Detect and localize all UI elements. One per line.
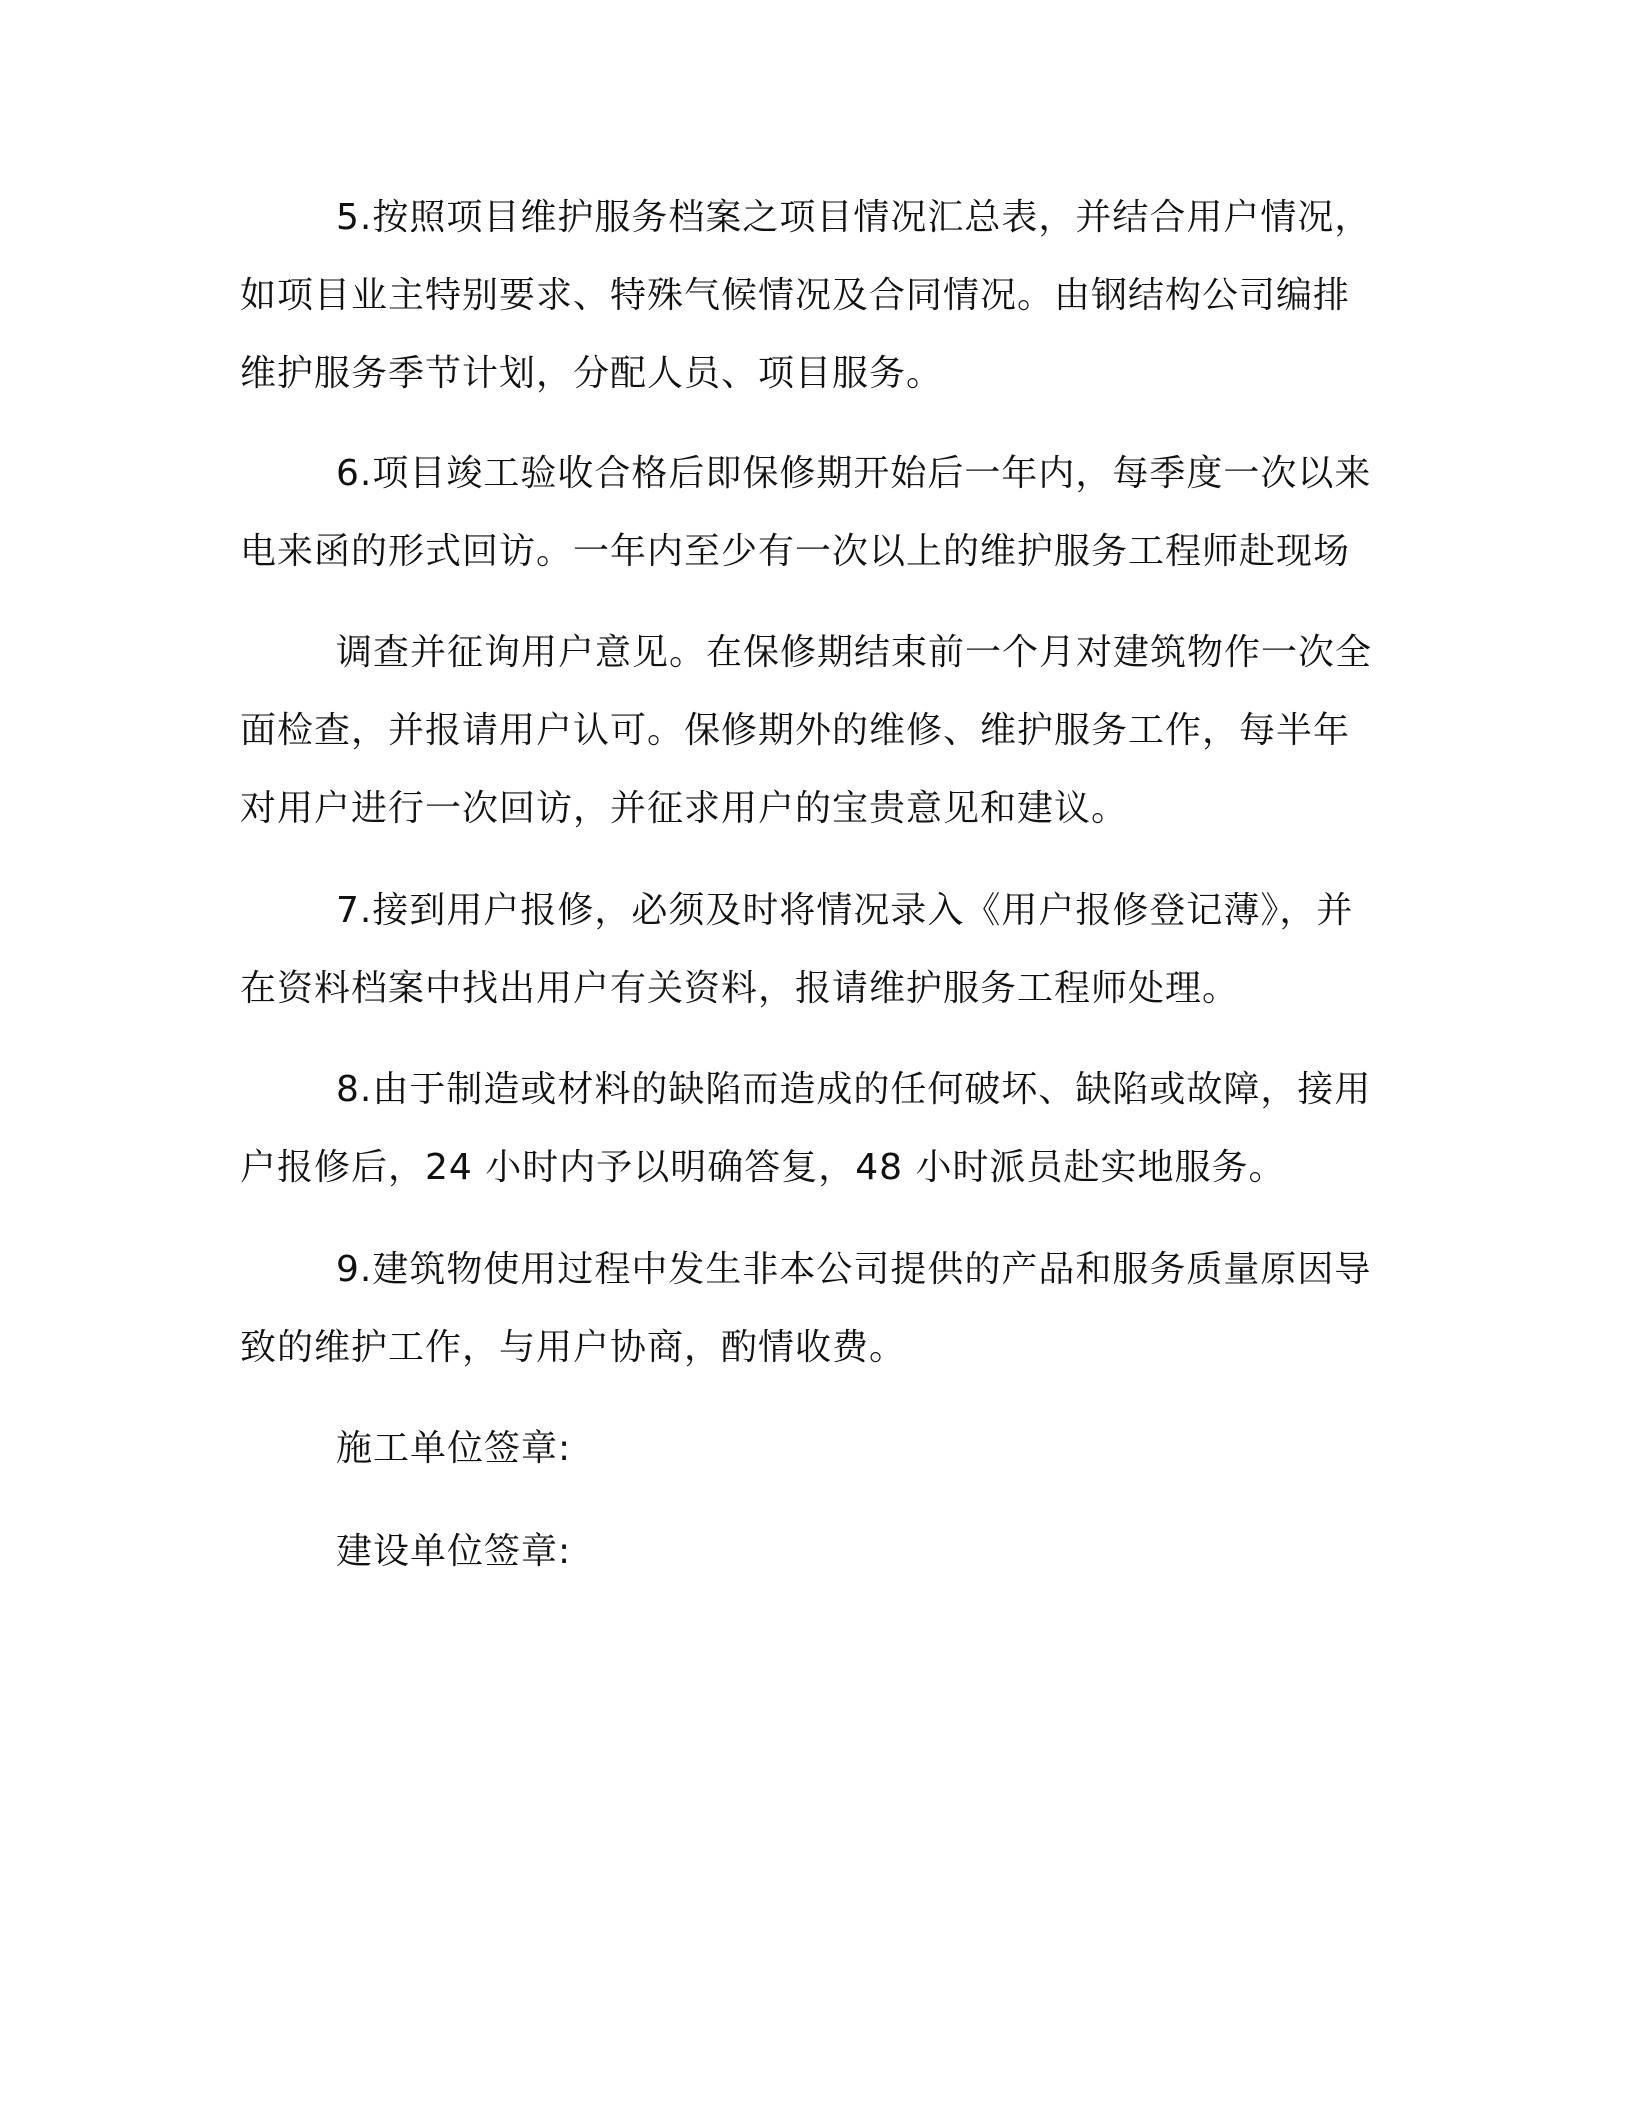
paragraph-line: 5.按照项目维护服务档案之项目情况汇总表，并结合用户情况，: [336, 197, 1372, 238]
signature-label: 施工单位签章:: [336, 1428, 572, 1469]
construction-unit-signature: [240, 1410, 1380, 1488]
owner-unit-signature: [240, 1513, 1380, 1591]
paragraph-line: 6.项目竣工验收合格后即保修期开始后一年内，每季度一次以来: [336, 453, 1372, 494]
paragraph-item-8: [240, 1051, 1380, 1207]
paragraph-line: 面检查，并报请用户认可。保修期外的维修、维护服务工作，每半年: [240, 710, 1351, 751]
paragraph-line: 9.建筑物使用过程中发生非本公司提供的产品和服务质量原因导: [336, 1249, 1372, 1290]
paragraph-item-7: [240, 872, 1380, 1028]
paragraph-line: 如项目业主特别要求、特殊气候情况及合同情况。由钢结构公司编排: [240, 275, 1351, 316]
paragraph-line: 致的维护工作，与用户协商，酌情收费。: [240, 1327, 907, 1368]
paragraph-line: 户报修后，24 小时内予以明确答复，48 小时派员赴实地服务。: [240, 1147, 1286, 1188]
paragraph-line: 对用户进行一次回访，并征求用户的宝贵意见和建议。: [240, 788, 1129, 829]
paragraph-line: 在资料档案中找出用户有关资料，报请维护服务工程师处理。: [240, 968, 1240, 1009]
paragraph-item-9: [240, 1231, 1380, 1387]
signature-label: 建设单位签章:: [336, 1531, 572, 1572]
paragraph-item-6-continued: [240, 614, 1380, 848]
paragraph-line: 电来函的形式回访。一年内至少有一次以上的维护服务工程师赴现场: [240, 531, 1351, 572]
paragraph-line: 维护服务季节计划，分配人员、项目服务。: [240, 353, 944, 394]
paragraph-item-6: [240, 435, 1380, 591]
paragraph-line: 8.由于制造或材料的缺陷而造成的任何破坏、缺陷或故障，接用: [336, 1069, 1372, 1110]
paragraph-line: 调查并征询用户意见。在保修期结束前一个月对建筑物作一次全: [336, 632, 1373, 673]
paragraph-line: 7.接到用户报修，必须及时将情况录入《用户报修登记薄》，并: [336, 890, 1354, 931]
paragraph-item-5: [240, 179, 1380, 413]
